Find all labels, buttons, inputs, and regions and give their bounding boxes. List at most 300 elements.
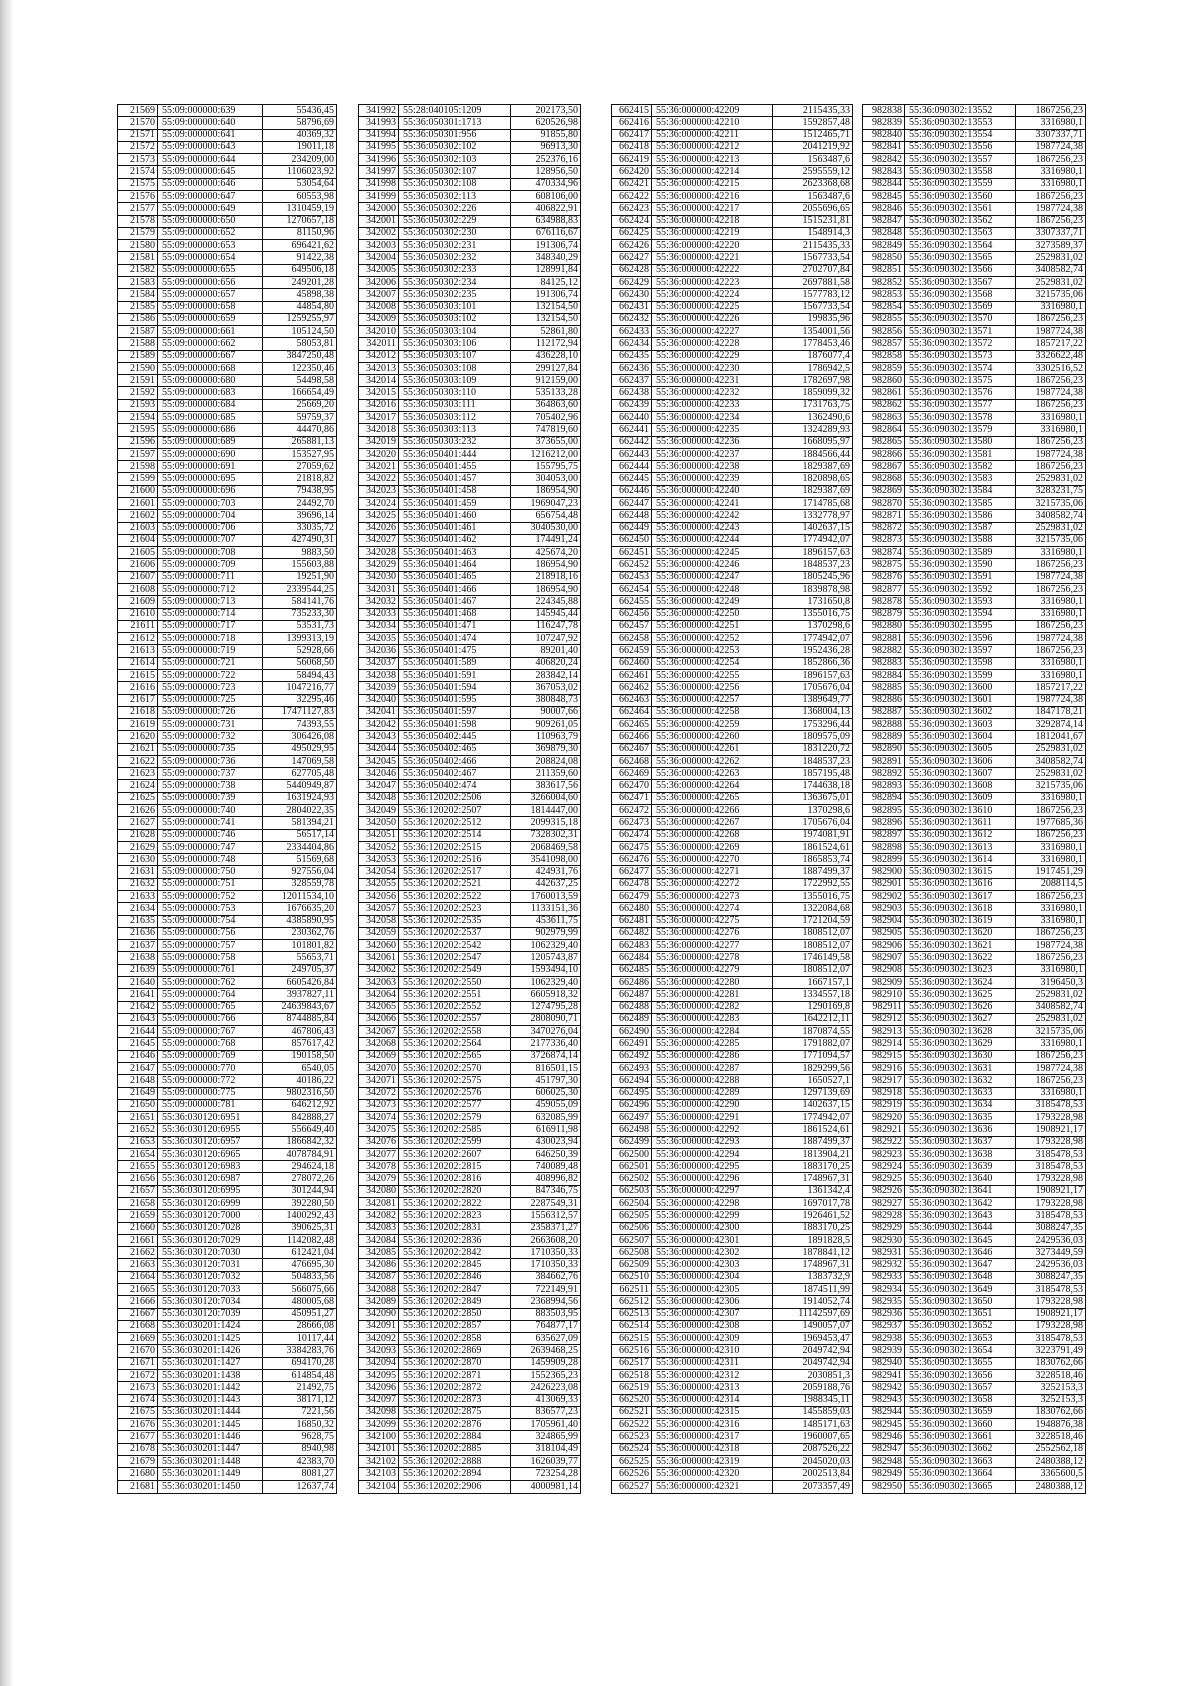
value-cell: 612421,04 (263, 1247, 337, 1259)
table-row (863, 522, 1086, 534)
value-cell: 1859099,32 (773, 387, 853, 399)
table-row (118, 1247, 337, 1259)
row-number-cell: 342046 (359, 768, 399, 780)
cadastral-number-cell: 55:09:000000:645 (158, 166, 263, 178)
cadastral-number-cell: 55:36:090302:13560 (905, 190, 1016, 202)
value-cell: 299127,84 (511, 362, 581, 374)
row-number-cell: 662453 (612, 571, 652, 583)
cadastral-number-cell: 55:36:090302:13558 (905, 166, 1016, 178)
table-row (612, 1173, 853, 1185)
table-row (359, 903, 581, 915)
value-cell: 116247,78 (511, 620, 581, 632)
cadastral-number-cell: 55:36:090302:13662 (905, 1443, 1016, 1455)
value-cell: 1370298,6 (773, 620, 853, 632)
row-number-cell: 662426 (612, 240, 652, 252)
table-row (118, 583, 337, 595)
row-number-cell: 342028 (359, 547, 399, 559)
value-cell: 1355016,75 (773, 891, 853, 903)
row-number-cell: 21611 (118, 620, 158, 632)
row-number-cell: 21589 (118, 350, 158, 362)
cadastral-number-cell: 55:36:090302:13635 (905, 1112, 1016, 1124)
table-row (863, 1161, 1086, 1173)
row-number-cell: 21578 (118, 215, 158, 227)
row-number-cell: 21572 (118, 141, 158, 153)
value-cell: 89201,40 (511, 645, 581, 657)
row-number-cell: 982854 (863, 301, 905, 313)
value-cell: 1310459,19 (263, 203, 337, 215)
cadastral-number-cell: 55:36:090302:13592 (905, 583, 1016, 595)
row-number-cell: 662472 (612, 805, 652, 817)
table-row (612, 301, 853, 313)
cadastral-number-cell: 55:36:050301:956 (399, 129, 511, 141)
cadastral-number-cell: 55:09:000000:649 (158, 203, 263, 215)
row-number-cell: 21604 (118, 534, 158, 546)
cadastral-number-cell: 55:36:000000:42244 (652, 534, 773, 546)
table-row (118, 1480, 337, 1494)
value-cell: 646250,39 (511, 1148, 581, 1160)
value-cell: 1829387,69 (773, 485, 853, 497)
table-row (359, 1455, 581, 1467)
cadastral-number-cell: 55:36:030120:6999 (158, 1198, 263, 1210)
row-number-cell: 21588 (118, 338, 158, 350)
table-row (612, 891, 853, 903)
row-number-cell: 21634 (118, 903, 158, 915)
row-number-cell: 662508 (612, 1247, 652, 1259)
row-number-cell: 341992 (359, 105, 399, 117)
cadastral-number-cell: 55:36:120202:2842 (399, 1247, 511, 1259)
value-cell: 451797,30 (511, 1075, 581, 1087)
value-cell: 1626039,77 (511, 1455, 581, 1467)
cadastral-number-cell: 55:36:090302:13638 (905, 1148, 1016, 1160)
value-cell: 3273589,37 (1016, 240, 1086, 252)
row-number-cell: 342092 (359, 1333, 399, 1345)
value-cell: 234209,00 (263, 154, 337, 166)
table-row (612, 276, 853, 288)
table-row (612, 1468, 853, 1480)
table-row (612, 252, 853, 264)
table-row (359, 1050, 581, 1062)
cadastral-number-cell: 55:36:000000:42222 (652, 264, 773, 276)
value-cell: 1368004,13 (773, 706, 853, 718)
table-row (612, 854, 853, 866)
value-cell: 44470,86 (263, 424, 337, 436)
table-row (359, 1210, 581, 1222)
cadastral-number-cell: 55:36:090302:13600 (905, 682, 1016, 694)
row-number-cell: 662506 (612, 1222, 652, 1234)
value-cell: 155795,75 (511, 461, 581, 473)
value-cell: 42383,70 (263, 1455, 337, 1467)
cadastral-number-cell: 55:36:000000:42229 (652, 350, 773, 362)
table-row (863, 1468, 1086, 1480)
row-number-cell: 662516 (612, 1345, 652, 1357)
value-cell: 3196450,3 (1016, 976, 1086, 988)
value-cell: 3408582,74 (1016, 264, 1086, 276)
table-row (863, 1124, 1086, 1136)
table-row (359, 424, 581, 436)
cadastral-number-cell: 55:36:090302:13655 (905, 1357, 1016, 1369)
table-row (359, 301, 581, 313)
cadastral-number-cell: 55:09:000000:781 (158, 1099, 263, 1111)
value-cell: 1891828,5 (773, 1234, 853, 1246)
value-cell: 1774942,07 (773, 534, 853, 546)
value-cell: 1593494,10 (511, 964, 581, 976)
cadastral-number-cell: 55:36:000000:42262 (652, 755, 773, 767)
value-cell: 252376,16 (511, 154, 581, 166)
value-cell: 1887499,37 (773, 1136, 853, 1148)
table-row (359, 915, 581, 927)
cadastral-number-cell: 55:36:050401:475 (399, 645, 511, 657)
cadastral-number-cell: 55:09:000000:766 (158, 1013, 263, 1025)
table-row (359, 866, 581, 878)
cadastral-number-cell: 55:36:120202:2857 (399, 1320, 511, 1332)
table-row (359, 313, 581, 325)
row-number-cell: 982918 (863, 1087, 905, 1099)
table-row (359, 1062, 581, 1074)
table-row (612, 915, 853, 927)
table-row (359, 817, 581, 829)
cadastral-number-cell: 55:36:090302:13593 (905, 596, 1016, 608)
cadastral-number-cell: 55:36:090302:13663 (905, 1455, 1016, 1467)
row-number-cell: 662480 (612, 903, 652, 915)
cadastral-number-cell: 55:36:090302:13576 (905, 387, 1016, 399)
cadastral-number-cell: 55:36:090302:13657 (905, 1382, 1016, 1394)
row-number-cell: 342026 (359, 522, 399, 534)
cadastral-number-cell: 55:09:000000:707 (158, 534, 263, 546)
cadastral-number-cell: 55:09:000000:696 (158, 485, 263, 497)
cadastral-number-cell: 55:36:090302:13573 (905, 350, 1016, 362)
table-row (612, 362, 853, 374)
table-row (612, 989, 853, 1001)
cadastral-number-cell: 55:36:000000:42250 (652, 608, 773, 620)
row-number-cell: 662423 (612, 203, 652, 215)
row-number-cell: 342029 (359, 559, 399, 571)
row-number-cell: 982846 (863, 203, 905, 215)
table-row (863, 129, 1086, 141)
cadastral-number-cell: 55:36:000000:42290 (652, 1099, 773, 1111)
value-cell: 2115435,33 (773, 105, 853, 117)
value-cell: 2068469,58 (511, 841, 581, 853)
table-row (118, 1382, 337, 1394)
cadastral-number-cell: 55:36:090302:13565 (905, 252, 1016, 264)
table-row (359, 829, 581, 841)
value-cell: 1744638,18 (773, 780, 853, 792)
table-row (118, 854, 337, 866)
value-cell: 3088247,35 (1016, 1222, 1086, 1234)
table-row (118, 608, 337, 620)
row-number-cell: 662513 (612, 1308, 652, 1320)
cadastral-number-cell: 55:36:090302:13660 (905, 1419, 1016, 1431)
row-number-cell: 982940 (863, 1357, 905, 1369)
value-cell: 1354001,56 (773, 326, 853, 338)
row-number-cell: 21655 (118, 1161, 158, 1173)
table-row (863, 448, 1086, 460)
value-cell: 2115435,33 (773, 240, 853, 252)
row-number-cell: 342064 (359, 989, 399, 1001)
cadastral-number-cell: 55:09:000000:751 (158, 878, 263, 890)
value-cell: 413069,33 (511, 1394, 581, 1406)
cadastral-number-cell: 55:36:050402:474 (399, 780, 511, 792)
value-cell: 1782697,98 (773, 375, 853, 387)
row-number-cell: 342050 (359, 817, 399, 829)
row-number-cell: 342082 (359, 1210, 399, 1222)
table-row (359, 473, 581, 485)
table-row (612, 510, 853, 522)
cadastral-number-cell: 55:36:000000:42249 (652, 596, 773, 608)
table-row (612, 1480, 853, 1494)
cadastral-number-cell: 55:36:120202:2815 (399, 1161, 511, 1173)
cadastral-number-cell: 55:36:000000:42246 (652, 559, 773, 571)
value-cell: 2429536,03 (1016, 1234, 1086, 1246)
cadastral-number-cell: 55:36:050303:110 (399, 387, 511, 399)
value-cell: 2697881,58 (773, 276, 853, 288)
row-number-cell: 982948 (863, 1455, 905, 1467)
row-number-cell: 21662 (118, 1247, 158, 1259)
table-row (863, 375, 1086, 387)
table-row (359, 1431, 581, 1443)
value-cell: 2358371,27 (511, 1222, 581, 1234)
row-number-cell: 982869 (863, 485, 905, 497)
table-row (359, 117, 581, 129)
row-number-cell: 982938 (863, 1333, 905, 1345)
table-row (863, 461, 1086, 473)
value-cell: 1870874,55 (773, 1026, 853, 1038)
table-row (118, 1259, 337, 1271)
row-number-cell: 662497 (612, 1112, 652, 1124)
cadastral-number-cell: 55:36:090302:13602 (905, 706, 1016, 718)
cadastral-number-cell: 55:36:000000:42278 (652, 952, 773, 964)
value-cell: 735233,30 (263, 608, 337, 620)
value-cell: 1721204,59 (773, 915, 853, 927)
cadastral-number-cell: 55:36:120202:2570 (399, 1062, 511, 1074)
value-cell: 107247,92 (511, 633, 581, 645)
value-cell: 1270657,18 (263, 215, 337, 227)
row-number-cell: 982886 (863, 694, 905, 706)
value-cell: 17471127,83 (263, 706, 337, 718)
cadastral-number-cell: 55:36:000000:42245 (652, 547, 773, 559)
cadastral-number-cell: 55:36:000000:42320 (652, 1468, 773, 1480)
row-number-cell: 21609 (118, 596, 158, 608)
cadastral-number-cell: 55:36:050401:594 (399, 682, 511, 694)
cadastral-number-cell: 55:36:050402:467 (399, 768, 511, 780)
row-number-cell: 662509 (612, 1259, 652, 1271)
row-number-cell: 982868 (863, 473, 905, 485)
cadastral-number-cell: 55:36:050401:457 (399, 473, 511, 485)
cadastral-number-cell: 55:36:120202:2547 (399, 952, 511, 964)
table-row (118, 1210, 337, 1222)
table-row (863, 706, 1086, 718)
table-row (118, 350, 337, 362)
row-number-cell: 982871 (863, 510, 905, 522)
value-cell: 1914052,74 (773, 1296, 853, 1308)
row-number-cell: 982847 (863, 215, 905, 227)
value-cell: 27059,62 (263, 461, 337, 473)
cadastral-number-cell: 55:09:000000:725 (158, 694, 263, 706)
table-row (863, 326, 1086, 338)
table-row (118, 1308, 337, 1320)
row-number-cell: 662419 (612, 154, 652, 166)
cadastral-number-cell: 55:36:120202:2512 (399, 817, 511, 829)
value-cell: 1142082,48 (263, 1234, 337, 1246)
table-row (863, 240, 1086, 252)
value-cell: 304053,00 (511, 473, 581, 485)
row-number-cell: 662456 (612, 608, 652, 620)
table-row (612, 645, 853, 657)
value-cell: 230362,76 (263, 927, 337, 939)
row-number-cell: 982910 (863, 989, 905, 1001)
cadastral-number-cell: 55:09:000000:756 (158, 927, 263, 939)
table-row (118, 633, 337, 645)
cadastral-number-cell: 55:36:000000:42284 (652, 1026, 773, 1038)
table-row (863, 1284, 1086, 1296)
row-number-cell: 342000 (359, 203, 399, 215)
table-row (863, 1136, 1086, 1148)
value-cell: 294624,18 (263, 1161, 337, 1173)
cadastral-number-cell: 55:36:120202:2564 (399, 1038, 511, 1050)
row-number-cell: 662428 (612, 264, 652, 276)
table-row (863, 669, 1086, 681)
table-row (359, 891, 581, 903)
row-number-cell: 342086 (359, 1259, 399, 1271)
table-row (359, 1087, 581, 1099)
cadastral-number-cell: 55:36:000000:42318 (652, 1443, 773, 1455)
cadastral-number-cell: 55:36:090302:13591 (905, 571, 1016, 583)
row-number-cell: 21672 (118, 1369, 158, 1381)
row-number-cell: 982888 (863, 719, 905, 731)
value-cell: 190158,50 (263, 1050, 337, 1062)
value-cell: 1793228,98 (1016, 1198, 1086, 1210)
table-row (863, 547, 1086, 559)
value-cell: 145945,44 (511, 608, 581, 620)
row-number-cell: 982928 (863, 1210, 905, 1222)
value-cell: 495029,95 (263, 743, 337, 755)
value-cell: 764877,17 (511, 1320, 581, 1332)
row-number-cell: 982903 (863, 903, 905, 915)
row-number-cell: 662525 (612, 1455, 652, 1467)
row-number-cell: 982878 (863, 596, 905, 608)
value-cell: 186954,90 (511, 485, 581, 497)
table-row (359, 608, 581, 620)
row-number-cell: 982899 (863, 854, 905, 866)
value-cell: 1710350,33 (511, 1259, 581, 1271)
value-cell: 3283231,75 (1016, 485, 1086, 497)
cadastral-number-cell: 55:36:090302:13571 (905, 326, 1016, 338)
table-row (612, 866, 853, 878)
cadastral-number-cell: 55:36:120202:2823 (399, 1210, 511, 1222)
table-row (359, 583, 581, 595)
row-number-cell: 342097 (359, 1394, 399, 1406)
cadastral-number-cell: 55:36:090302:13594 (905, 608, 1016, 620)
table-row (863, 792, 1086, 804)
value-cell: 1866842,32 (263, 1136, 337, 1148)
value-cell: 1987724,38 (1016, 387, 1086, 399)
value-cell: 1297139,69 (773, 1087, 853, 1099)
row-number-cell: 662473 (612, 817, 652, 829)
row-number-cell: 21617 (118, 694, 158, 706)
table-row (863, 1173, 1086, 1185)
cadastral-number-cell: 55:36:090302:13588 (905, 534, 1016, 546)
row-number-cell: 342060 (359, 940, 399, 952)
table-row (118, 276, 337, 288)
value-cell: 1668095,97 (773, 436, 853, 448)
cadastral-number-cell: 55:36:050302:113 (399, 190, 511, 202)
value-cell: 1867256,23 (1016, 891, 1086, 903)
table-row (359, 1247, 581, 1259)
value-cell: 614854,48 (263, 1369, 337, 1381)
table-row (359, 1259, 581, 1271)
value-cell: 1987724,38 (1016, 1062, 1086, 1074)
cadastral-number-cell: 55:36:030201:1442 (158, 1382, 263, 1394)
table-row (359, 498, 581, 510)
row-number-cell: 982893 (863, 780, 905, 792)
cadastral-number-cell: 55:36:050401:458 (399, 485, 511, 497)
table-row (118, 190, 337, 202)
cadastral-number-cell: 55:36:090302:13617 (905, 891, 1016, 903)
table-row (863, 817, 1086, 829)
value-cell: 7328302,31 (511, 829, 581, 841)
row-number-cell: 662466 (612, 731, 652, 743)
row-number-cell: 982842 (863, 154, 905, 166)
row-number-cell: 342085 (359, 1247, 399, 1259)
table-row (863, 1308, 1086, 1320)
table-row (118, 1345, 337, 1357)
value-cell: 2552562,18 (1016, 1443, 1086, 1455)
value-cell: 1650527,1 (773, 1075, 853, 1087)
row-number-cell: 21606 (118, 559, 158, 571)
value-cell: 328559,78 (263, 878, 337, 890)
table-row (118, 227, 337, 239)
row-number-cell: 21613 (118, 645, 158, 657)
value-cell: 1867256,23 (1016, 583, 1086, 595)
row-number-cell: 662475 (612, 841, 652, 853)
value-cell: 847346,75 (511, 1185, 581, 1197)
table-row (118, 1001, 337, 1013)
value-cell: 2030851,3 (773, 1369, 853, 1381)
row-number-cell: 342091 (359, 1320, 399, 1332)
data-table-1 (117, 104, 337, 1494)
value-cell: 1808512,07 (773, 940, 853, 952)
row-number-cell: 21643 (118, 1013, 158, 1025)
table-row (863, 1112, 1086, 1124)
value-cell: 199835,96 (773, 313, 853, 325)
row-number-cell: 342072 (359, 1087, 399, 1099)
table-row (863, 633, 1086, 645)
cadastral-number-cell: 55:36:000000:42270 (652, 854, 773, 866)
row-number-cell: 21663 (118, 1259, 158, 1271)
cadastral-number-cell: 55:09:000000:695 (158, 473, 263, 485)
cadastral-number-cell: 55:36:000000:42213 (652, 154, 773, 166)
table-row (612, 1357, 853, 1369)
cadastral-number-cell: 55:09:000000:686 (158, 424, 263, 436)
cadastral-number-cell: 55:36:090302:13612 (905, 829, 1016, 841)
row-number-cell: 662527 (612, 1480, 652, 1494)
table-row (359, 719, 581, 731)
value-cell: 1865853,74 (773, 854, 853, 866)
cadastral-number-cell: 55:09:000000:750 (158, 866, 263, 878)
value-cell: 902979,99 (511, 927, 581, 939)
table-row (118, 731, 337, 743)
value-cell: 383617,56 (511, 780, 581, 792)
table-row (118, 301, 337, 313)
row-number-cell: 662431 (612, 301, 652, 313)
row-number-cell: 21595 (118, 424, 158, 436)
value-cell: 566075,66 (263, 1284, 337, 1296)
table-row (118, 252, 337, 264)
table-row (612, 755, 853, 767)
value-cell: 1791882,07 (773, 1038, 853, 1050)
table-row (118, 989, 337, 1001)
value-cell: 2529831,02 (1016, 473, 1086, 485)
row-number-cell: 21570 (118, 117, 158, 129)
